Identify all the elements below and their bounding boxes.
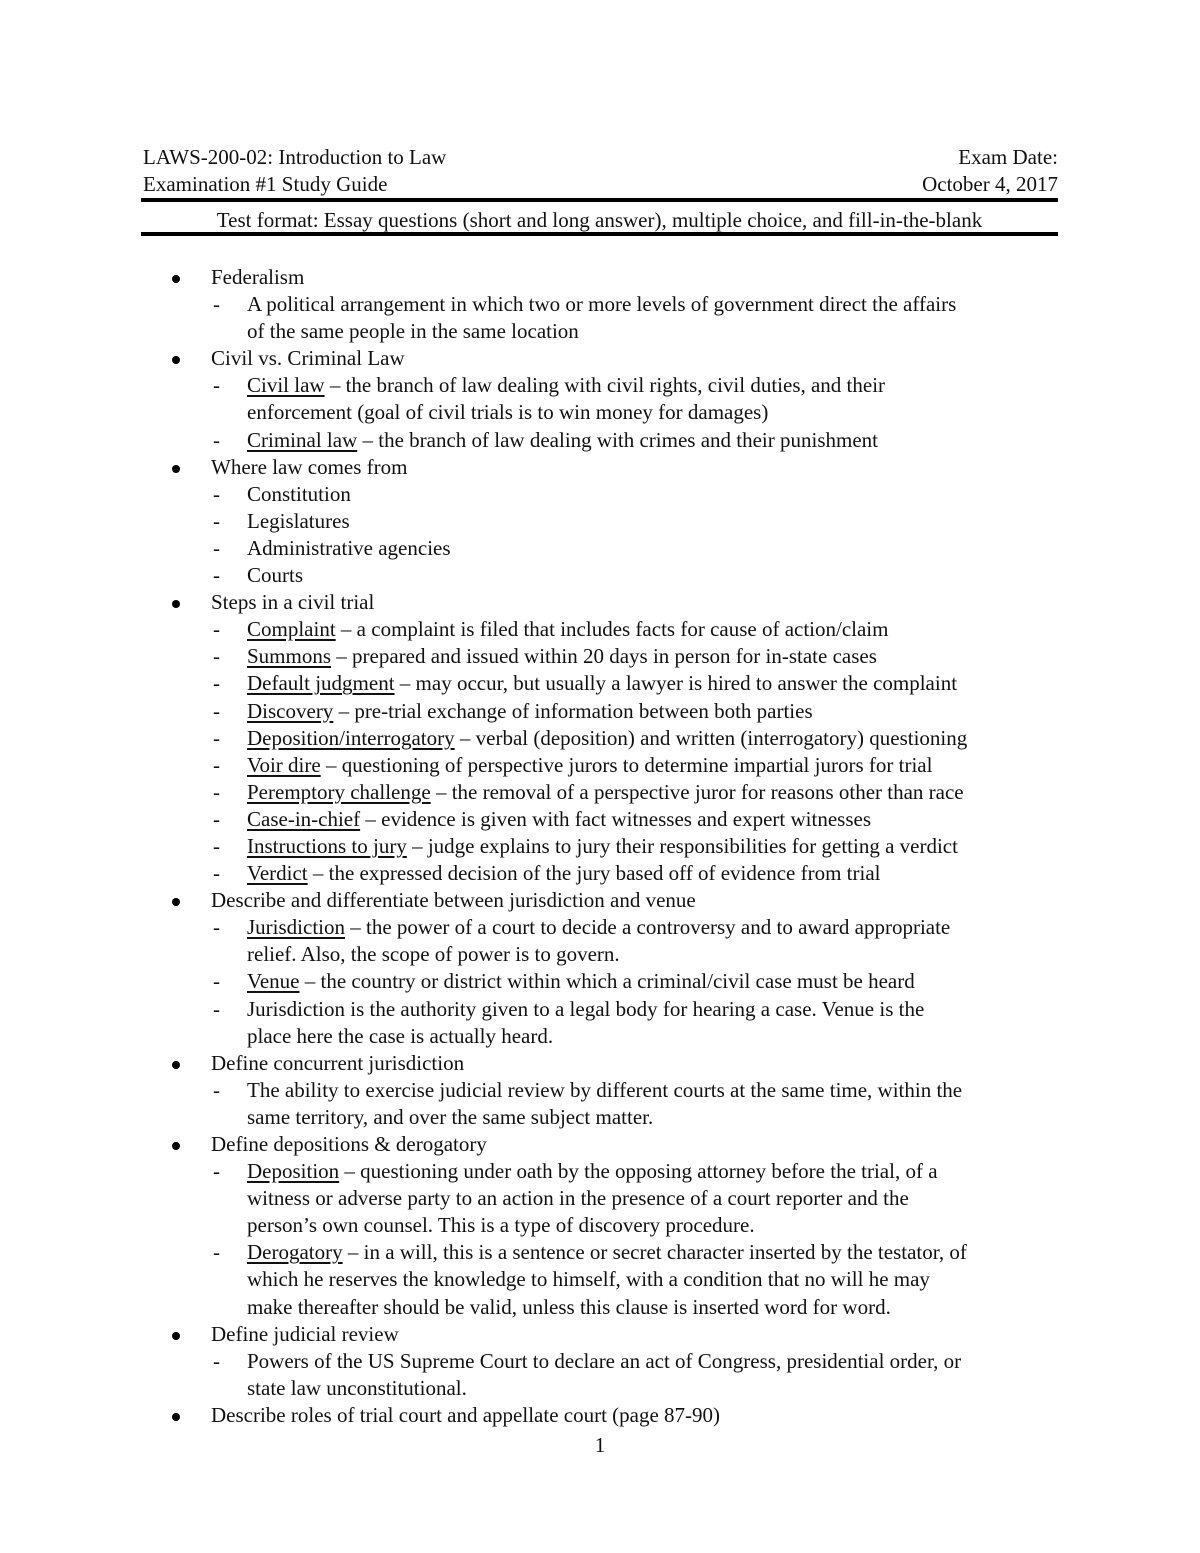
item-text: Jurisdiction is the authority given to a legal body for hearing a case. Venue is the: [247, 996, 925, 1021]
sub-item: [0, 1158, 1200, 1185]
bullet-item: [0, 1402, 1200, 1429]
sub-item: [0, 996, 1200, 1023]
dash-marker: -: [213, 373, 220, 398]
item-text-container: [211, 1050, 464, 1077]
item-text: A political arrangement in which two or more levels of government direct the affairs: [247, 292, 957, 317]
item-text: Legislatures: [247, 508, 350, 533]
continuation-line: [0, 1294, 1200, 1321]
bullet-icon: [172, 465, 180, 473]
sub-item: [0, 643, 1200, 670]
dash-marker: -: [213, 752, 220, 777]
sub-item: [0, 779, 1200, 806]
dash-marker: -: [213, 644, 220, 669]
item-text-container: [247, 1266, 930, 1293]
item-text: Describe and differentiate between jurisdiction and venue: [211, 888, 696, 913]
item-text-container: [247, 941, 620, 968]
item-text-container: [247, 1185, 909, 1212]
header-row-2: [143, 171, 1058, 197]
dash-marker: -: [213, 1348, 220, 1373]
term: Discovery: [247, 698, 334, 723]
sub-item: [0, 481, 1200, 508]
item-text-container: [247, 508, 350, 535]
item-text: – may occur, but usually a lawyer is hired to answer the complaint: [394, 671, 958, 696]
term: Derogatory: [247, 1240, 343, 1265]
item-text: person’s own counsel. This is a type of discovery procedure.: [247, 1213, 755, 1238]
dash-marker: -: [213, 535, 220, 560]
item-text-container: [247, 291, 956, 318]
item-text: – in a will, this is a sentence or secret character inserted by the testator, of: [342, 1240, 967, 1265]
dash-marker: -: [213, 292, 220, 317]
item-text: – the country or district within which a criminal/civil case must be heard: [299, 969, 915, 994]
item-text-container: [247, 616, 888, 643]
dash-marker: -: [213, 833, 220, 858]
header-row-1: [143, 144, 1058, 170]
bullet-icon: [172, 1061, 180, 1069]
sub-item: [0, 1348, 1200, 1375]
dash-marker: -: [213, 861, 220, 886]
continuation-line: [0, 1266, 1200, 1293]
dash-marker: -: [213, 996, 220, 1021]
item-text: – the branch of law dealing with crimes and their punishment: [357, 427, 879, 452]
term: Civil law: [247, 373, 325, 398]
top-rule: [141, 198, 1058, 202]
item-text: Define depositions & derogatory: [211, 1132, 487, 1156]
item-text: Courts: [247, 563, 304, 588]
item-text: The ability to exercise judicial review by different courts at the same time, within the: [247, 1077, 963, 1102]
term: Verdict: [247, 861, 308, 886]
item-text-container: [247, 752, 932, 779]
bullet-icon: [172, 356, 180, 364]
item-text-container: [247, 1212, 755, 1239]
item-text: Constitution: [247, 481, 351, 506]
item-text: – a complaint is filed that includes facts for cause of action/claim: [335, 617, 889, 642]
item-text-container: [247, 860, 881, 887]
sub-item: [0, 806, 1200, 833]
item-text: state law unconstitutional.: [247, 1375, 467, 1400]
dash-marker: -: [213, 563, 220, 588]
bullet-icon: [172, 1142, 180, 1150]
continuation-line: [0, 318, 1200, 345]
continuation-line: [0, 1023, 1200, 1050]
sub-item: [0, 1077, 1200, 1104]
bullet-item: [0, 454, 1200, 481]
item-text: place here the case is actually heard.: [247, 1023, 554, 1048]
term: Peremptory challenge: [247, 779, 431, 804]
item-text-container: [247, 1104, 653, 1131]
item-text: – questioning under oath by the opposing attorney before the trial, of a: [339, 1159, 938, 1184]
dash-marker: -: [213, 806, 220, 831]
bottom-rule: [141, 232, 1058, 236]
dash-marker: -: [213, 1240, 220, 1265]
bullet-item: [0, 1050, 1200, 1077]
item-text: make thereafter should be valid, unless this clause is inserted word for word.: [247, 1294, 891, 1319]
term: Voir dire: [247, 752, 321, 777]
item-text-container: [247, 833, 958, 860]
item-text: Federalism: [211, 265, 305, 289]
item-text-container: [247, 1348, 961, 1375]
term: Instructions to jury: [247, 833, 407, 858]
item-text-container: [211, 589, 374, 616]
sub-item: [0, 860, 1200, 887]
item-text-container: [247, 535, 451, 562]
item-text-container: [247, 968, 915, 995]
term: Default judgment: [247, 671, 395, 696]
course-title: LAWS-200-02: Introduction to Law: [143, 145, 447, 169]
dash-marker: -: [213, 481, 220, 506]
dash-marker: -: [213, 671, 220, 696]
continuation-line: [0, 1185, 1200, 1212]
item-text: – judge explains to jury their responsibilities for getting a verdict: [406, 833, 958, 858]
item-text-container: [247, 372, 885, 399]
bullet-item: [0, 589, 1200, 616]
item-text: Administrative agencies: [247, 535, 451, 560]
sub-item: [0, 427, 1200, 454]
item-text-container: [247, 806, 871, 833]
sub-item: [0, 291, 1200, 318]
exam-date: October 4, 2017: [922, 172, 1058, 196]
bullet-item: [0, 887, 1200, 914]
term: Summons: [247, 644, 332, 669]
item-text: – prepared and issued within 20 days in person for in-state cases: [331, 644, 877, 669]
sub-item: [0, 752, 1200, 779]
sub-item: [0, 508, 1200, 535]
item-text-container: [247, 1294, 891, 1321]
item-text: which he reserves the knowledge to himself, with a condition that no will he may: [247, 1267, 930, 1292]
item-text: – evidence is given with fact witnesses and expert witnesses: [360, 806, 871, 831]
item-text-container: [247, 779, 964, 806]
item-text: witness or adverse party to an action in the presence of a court reporter and the: [247, 1186, 909, 1211]
dash-marker: -: [213, 779, 220, 804]
item-text: Where law comes from: [211, 454, 408, 479]
page-number: 1: [594, 1433, 606, 1457]
term: Deposition: [247, 1159, 340, 1184]
item-text: enforcement (goal of civil trials is to win money for damages): [247, 400, 769, 425]
term: Deposition/interrogatory: [247, 725, 455, 750]
item-text-container: [247, 562, 303, 589]
continuation-line: [0, 941, 1200, 968]
item-text: – pre-trial exchange of information between both parties: [333, 698, 813, 723]
item-text: Powers of the US Supreme Court to declare an act of Congress, presidential order, or: [247, 1348, 962, 1373]
item-text: Describe roles of trial court and appellate court (page 87-90): [211, 1402, 721, 1427]
study-outline: [0, 264, 1200, 1429]
item-text-container: [247, 670, 957, 697]
item-text: Steps in a civil trial: [211, 590, 375, 615]
sub-item: [0, 372, 1200, 399]
sub-item: [0, 616, 1200, 643]
item-text: same territory, and over the same subject matter.: [247, 1104, 654, 1129]
item-text-container: [247, 1239, 967, 1266]
term: Case-in-chief: [247, 806, 361, 831]
sub-item: [0, 968, 1200, 995]
item-text-container: [247, 318, 579, 345]
bullet-item: [0, 264, 1200, 291]
item-text-container: [247, 1077, 962, 1104]
item-text: – the expressed decision of the jury based off of evidence from trial: [307, 861, 881, 886]
bullet-icon: [172, 600, 180, 608]
sub-item: [0, 535, 1200, 562]
dash-marker: -: [213, 915, 220, 940]
item-text: Civil vs. Criminal Law: [211, 346, 405, 371]
dash-marker: -: [213, 698, 220, 723]
item-text-container: [247, 725, 967, 752]
dash-marker: -: [213, 969, 220, 994]
item-text-container: [211, 1131, 487, 1158]
item-text-container: [247, 481, 351, 508]
sub-item: [0, 698, 1200, 725]
guide-title: Examination #1 Study Guide: [143, 172, 388, 196]
item-text: of the same people in the same location: [247, 319, 579, 344]
item-text-container: [247, 914, 950, 941]
item-text-container: [247, 643, 877, 670]
continuation-line: [0, 1212, 1200, 1239]
dash-marker: -: [213, 427, 220, 452]
item-text-container: [211, 454, 408, 481]
item-text-container: [247, 1023, 553, 1050]
sub-item: [0, 670, 1200, 697]
bullet-icon: [172, 1332, 180, 1340]
sub-item: [0, 1239, 1200, 1266]
item-text: – the branch of law dealing with civil rights, civil duties, and their: [324, 373, 886, 398]
item-text-container: [211, 345, 405, 372]
item-text: – the power of a court to decide a controversy and to award appropriate: [345, 915, 951, 940]
item-text: Define judicial review: [211, 1321, 399, 1346]
term: Complaint: [247, 617, 336, 642]
bullet-icon: [172, 1413, 180, 1421]
bullet-icon: [172, 275, 180, 283]
bullet-icon: [172, 898, 180, 906]
term: Venue: [247, 969, 300, 994]
item-text-container: [211, 887, 696, 914]
continuation-line: [0, 399, 1200, 426]
dash-marker: -: [213, 508, 220, 533]
sub-item: [0, 725, 1200, 752]
test-format: Test format: Essay questions (short and long answer), multiple choice, and fill-in-the-blank: [216, 208, 983, 232]
item-text: – questioning of perspective jurors to determine impartial jurors for trial: [320, 752, 933, 777]
item-text: – verbal (deposition) and written (interrogatory) questioning: [454, 725, 968, 750]
dash-marker: -: [213, 1159, 220, 1184]
sub-item: [0, 914, 1200, 941]
item-text: relief. Also, the scope of power is to govern.: [247, 942, 620, 967]
item-text-container: [211, 264, 304, 291]
sub-item: [0, 833, 1200, 860]
item-text-container: [247, 1158, 938, 1185]
item-text-container: [247, 399, 768, 426]
dash-marker: -: [213, 725, 220, 750]
sub-item: [0, 562, 1200, 589]
item-text-container: [247, 1375, 467, 1402]
item-text-container: [211, 1402, 720, 1429]
item-text-container: [211, 1321, 399, 1348]
bullet-item: [0, 345, 1200, 372]
term: Criminal law: [247, 427, 358, 452]
bullet-item: [0, 1131, 1200, 1158]
item-text: – the removal of a perspective juror for reasons other than race: [430, 779, 964, 804]
dash-marker: -: [213, 1077, 220, 1102]
item-text-container: [247, 427, 878, 454]
term: Jurisdiction: [247, 915, 345, 940]
continuation-line: [0, 1104, 1200, 1131]
exam-date-label: Exam Date:: [958, 145, 1058, 169]
item-text-container: [247, 996, 924, 1023]
item-text: Define concurrent jurisdiction: [211, 1050, 465, 1075]
dash-marker: -: [213, 617, 220, 642]
bullet-item: [0, 1321, 1200, 1348]
item-text-container: [247, 698, 813, 725]
continuation-line: [0, 1375, 1200, 1402]
